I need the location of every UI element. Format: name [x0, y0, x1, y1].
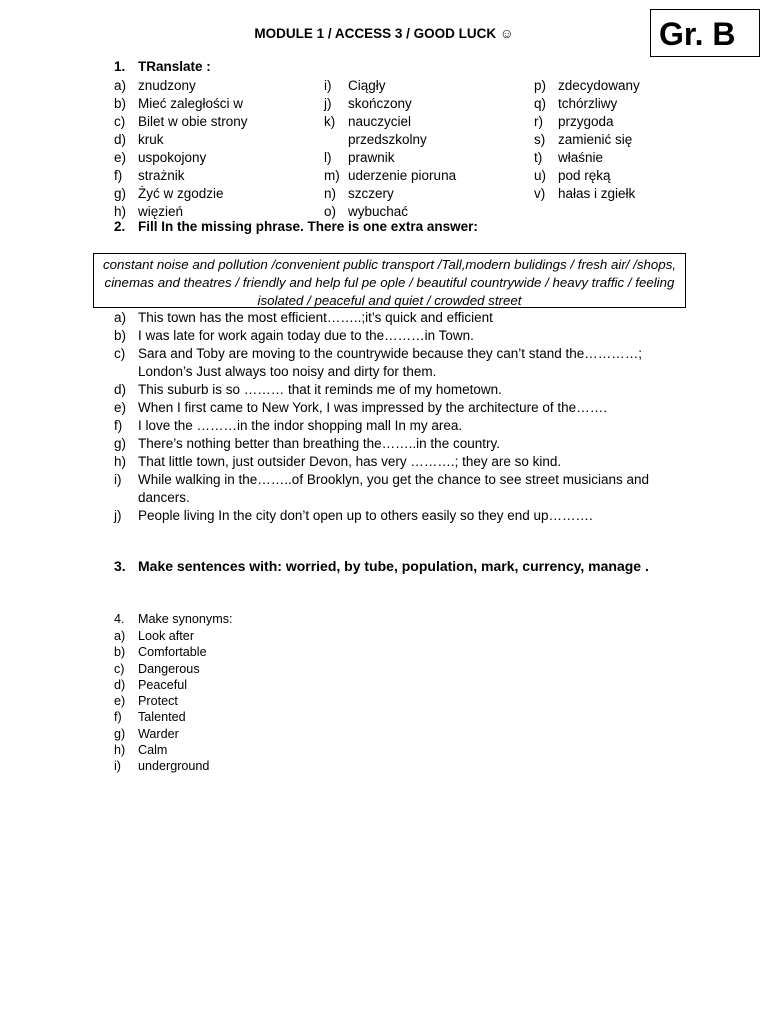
synonym-item	[114, 661, 694, 677]
synonym-item	[114, 693, 694, 709]
item-text: przygoda	[558, 114, 614, 129]
item-text: While walking in the……..of Brooklyn, you get the chance to see street musicians and dancers.	[138, 472, 650, 505]
item-text: kruk	[138, 132, 164, 147]
section2-title: Fill In the missing phrase. There is one extra answer:	[138, 219, 478, 234]
section2-number: 2.	[114, 219, 126, 234]
translate-item	[114, 167, 248, 185]
item-letter: i)	[324, 78, 332, 93]
item-text: Sara and Toby are moving to the countrywide because they can’t stand the…………; London’s Just always too noisy and dirty for them.	[138, 346, 643, 379]
item-text: przedszkolny	[348, 132, 427, 147]
item-text: szczery	[348, 186, 394, 201]
item-letter: a)	[114, 78, 127, 93]
item-text: I was late for work again today due to the………in Town.	[138, 328, 474, 343]
item-letter: k)	[324, 114, 336, 129]
item-text: That little town, just outsider Devon, has very ……….; they are so kind.	[138, 454, 562, 469]
translate-item	[114, 185, 248, 203]
item-letter: j)	[114, 508, 122, 523]
item-letter: o)	[324, 204, 337, 219]
item-text: zdecydowany	[558, 78, 640, 93]
translate-item	[114, 77, 248, 95]
fill-in-item	[114, 417, 694, 435]
item-letter: h)	[114, 743, 126, 758]
item-text: strażnik	[138, 168, 185, 183]
word-bank-box: constant noise and pollution /convenient public transport /Tall,modern bulidings / fresh air/ /shops, cinemas and theatres / friendly and help ful pe ople / beautiful countrywide / heavy traffic / feeling isolated / peaceful and quiet / crowded street	[93, 253, 686, 308]
item-text: wybuchać	[348, 204, 409, 219]
section3-number: 3.	[114, 558, 126, 574]
item-text: prawnik	[348, 150, 395, 165]
item-text: skończony	[348, 96, 412, 111]
fill-in-item	[114, 399, 694, 417]
item-letter: f)	[114, 168, 123, 183]
item-letter: b)	[114, 645, 126, 660]
translate-column-2	[324, 77, 456, 221]
section3-text: Make sentences with: worried, by tube, population, mark, currency, manage .	[138, 558, 649, 574]
translate-column-1	[114, 77, 248, 221]
item-letter: e)	[114, 694, 126, 709]
item-text: There’s nothing better than breathing the……..in the country.	[138, 436, 500, 451]
item-text: Ciągły	[348, 78, 386, 93]
section4-number: 4.	[114, 612, 125, 626]
translate-item	[534, 113, 640, 131]
section4-heading	[114, 612, 232, 626]
item-text: Dangerous	[138, 661, 200, 676]
item-text: Talented	[138, 710, 186, 725]
item-letter: i)	[114, 472, 122, 487]
fill-in-item	[114, 453, 694, 471]
fill-in-item	[114, 381, 694, 399]
item-letter: e)	[114, 400, 127, 415]
item-letter: i)	[114, 759, 121, 774]
item-letter: p)	[534, 78, 547, 93]
item-text: Żyć w zgodzie	[138, 186, 224, 201]
synonym-item	[114, 742, 694, 758]
item-letter: a)	[114, 310, 127, 325]
synonyms-list	[114, 628, 694, 775]
fill-in-item	[114, 327, 694, 345]
item-letter: v)	[534, 186, 546, 201]
fill-in-list	[114, 309, 694, 525]
item-text: tchórzliwy	[558, 96, 618, 111]
item-letter: u)	[534, 168, 547, 183]
item-text: I love the ………in the indor shopping mall In my area.	[138, 418, 463, 433]
section1-number: 1.	[114, 59, 126, 74]
translate-item	[324, 185, 456, 203]
item-text: Calm	[138, 743, 168, 758]
item-text: When I first came to New York, I was impressed by the architecture of the…….	[138, 400, 607, 415]
translate-item	[324, 77, 456, 95]
item-letter: t)	[534, 150, 543, 165]
item-text: This town has the most efficient……..;it’s quick and efficient	[138, 310, 493, 325]
item-letter: a)	[114, 629, 126, 643]
item-text: hałas i zgiełk	[558, 186, 636, 201]
item-text: This suburb is so ……… that it reminds me of my hometown.	[138, 382, 502, 397]
synonym-item	[114, 758, 694, 774]
item-letter: g)	[114, 186, 127, 201]
translate-item	[114, 131, 248, 149]
synonym-item	[114, 677, 694, 693]
translate-item	[114, 95, 248, 113]
synonym-item	[114, 709, 694, 725]
item-letter: h)	[114, 204, 127, 219]
item-letter: q)	[534, 96, 547, 111]
item-text: więzień	[138, 204, 184, 219]
item-text: underground	[138, 759, 210, 774]
section1-title: TRanslate :	[138, 59, 211, 74]
group-badge: Gr. B	[650, 9, 760, 57]
translate-item	[534, 95, 640, 113]
item-letter: h)	[114, 454, 127, 469]
synonym-item	[114, 644, 694, 660]
item-text: Peaceful	[138, 677, 188, 692]
item-text: uspokojony	[138, 150, 207, 165]
item-letter: c)	[114, 346, 126, 361]
translate-item	[534, 185, 640, 203]
item-text: znudzony	[138, 78, 196, 93]
fill-in-item	[114, 507, 694, 525]
item-text: uderzenie pioruna	[348, 168, 457, 183]
section4-title: Make synonyms:	[138, 612, 233, 626]
fill-in-item	[114, 471, 694, 507]
translate-item	[324, 131, 456, 149]
item-text: Look after	[138, 629, 195, 643]
translate-item	[114, 149, 248, 167]
item-letter: d)	[114, 132, 127, 147]
translate-item	[324, 149, 456, 167]
item-text: nauczyciel	[348, 114, 412, 129]
item-letter: s)	[534, 132, 546, 147]
fill-in-item	[114, 435, 694, 453]
translate-item	[114, 113, 248, 131]
translate-item	[324, 113, 456, 131]
item-letter: c)	[114, 661, 125, 676]
item-letter: c)	[114, 114, 126, 129]
item-text: Bilet w obie strony	[138, 114, 248, 129]
item-text: zamienić się	[558, 132, 633, 147]
item-text: People living In the city don’t open up to others easily so they end up……….	[138, 508, 593, 523]
item-text: Protect	[138, 694, 178, 709]
item-letter: g)	[114, 436, 127, 451]
item-letter: j)	[324, 96, 332, 111]
item-text: Comfortable	[138, 645, 207, 660]
synonym-item	[114, 628, 694, 644]
synonym-item	[114, 726, 694, 742]
fill-in-item	[114, 309, 694, 327]
section2-heading	[114, 219, 478, 234]
item-text: właśnie	[558, 150, 604, 165]
item-text: pod ręką	[558, 168, 611, 183]
section1-heading	[114, 59, 211, 74]
item-text: Warder	[138, 726, 179, 741]
item-letter	[324, 131, 348, 149]
item-letter: f)	[114, 418, 123, 433]
translate-column-3	[534, 77, 640, 203]
item-letter: d)	[114, 677, 126, 692]
page-title: MODULE 1 / ACCESS 3 / GOOD LUCK ☺	[254, 26, 514, 41]
translate-item	[534, 131, 640, 149]
item-text: Mieć zaległości w	[138, 96, 244, 111]
item-letter: e)	[114, 150, 127, 165]
item-letter: b)	[114, 328, 127, 343]
item-letter: d)	[114, 382, 127, 397]
translate-item	[534, 77, 640, 95]
translate-item	[534, 167, 640, 185]
item-letter: f)	[114, 710, 122, 725]
fill-in-item	[114, 345, 694, 381]
section3-heading	[114, 558, 649, 574]
item-letter: g)	[114, 726, 126, 741]
translate-item	[324, 95, 456, 113]
item-letter: n)	[324, 186, 337, 201]
item-letter: b)	[114, 96, 127, 111]
item-letter: l)	[324, 150, 332, 165]
item-letter: r)	[534, 114, 543, 129]
translate-item	[534, 149, 640, 167]
item-letter: m)	[324, 168, 340, 183]
translate-item	[324, 167, 456, 185]
